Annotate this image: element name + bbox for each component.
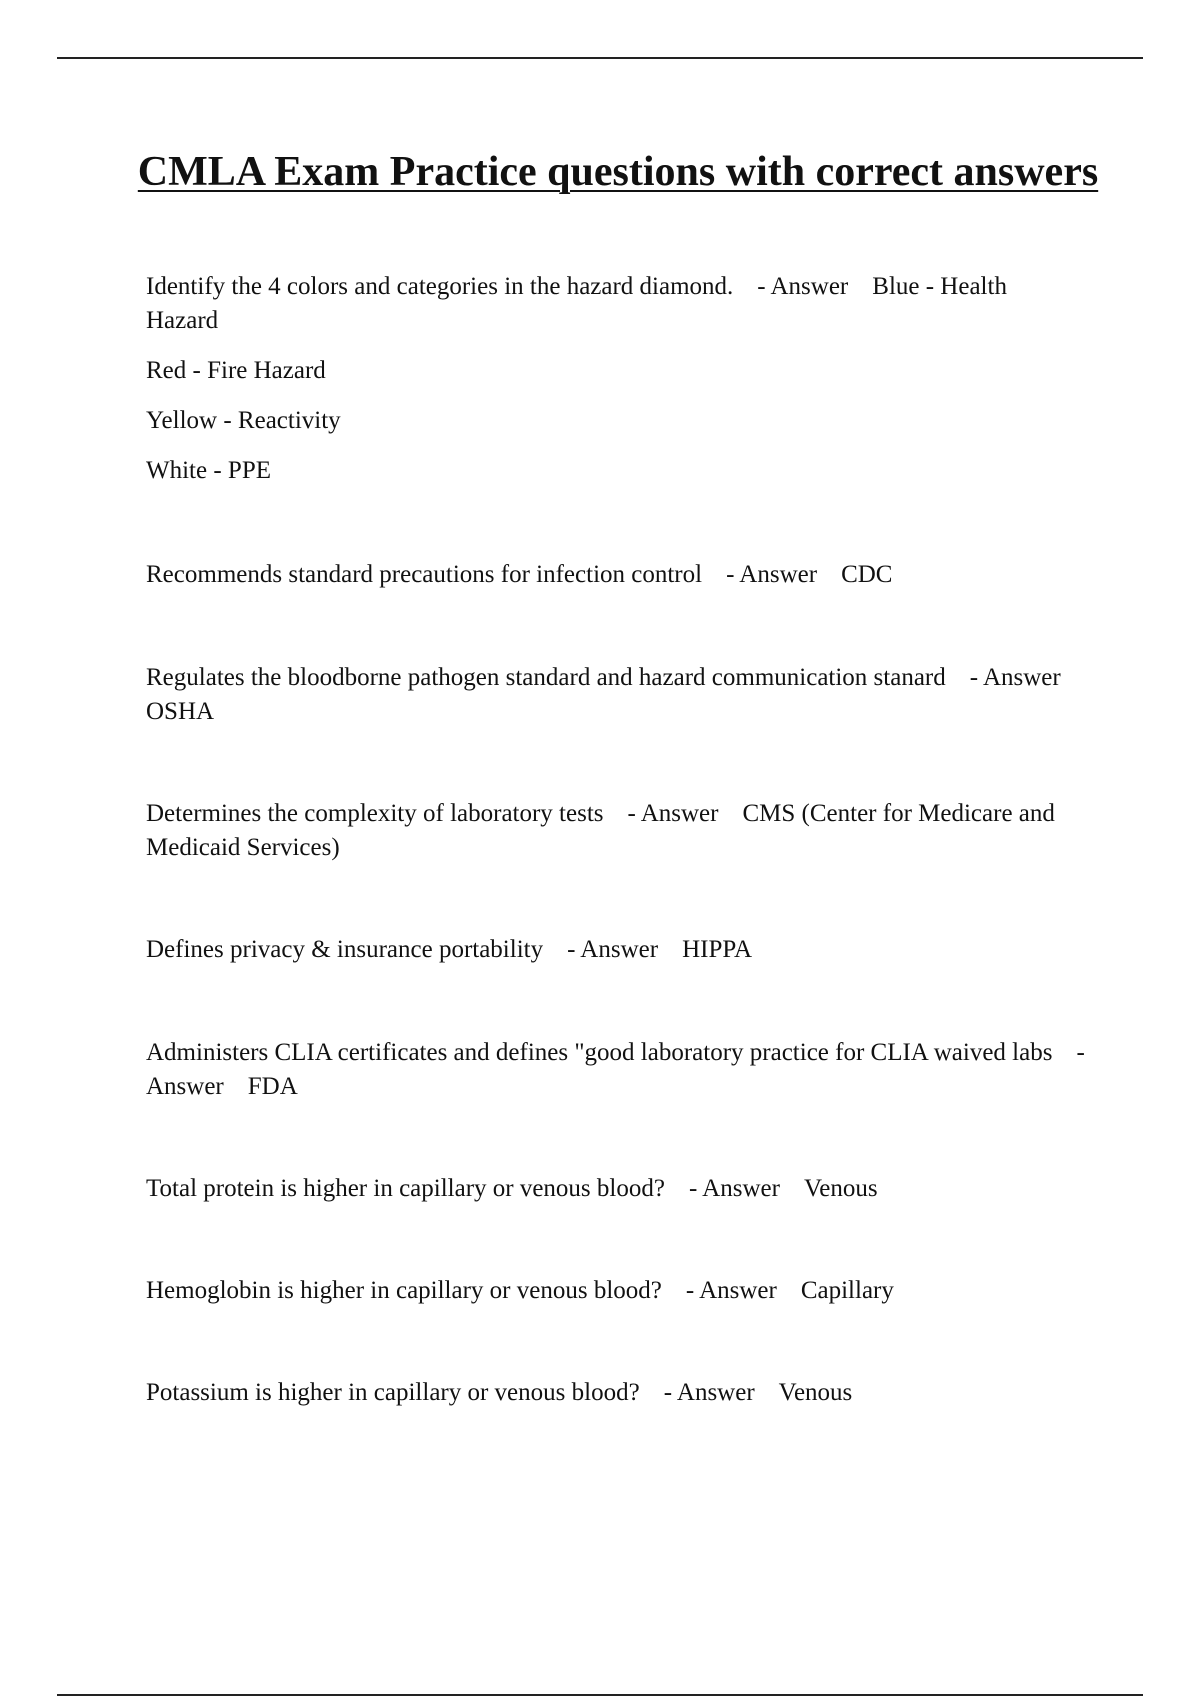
answer-text: CMS (Center for Medicare and Medicaid Services) [146,800,1055,861]
top-rule [57,57,1143,59]
qa-item [146,1274,1096,1308]
question-text: Total protein is higher in capillary or venous blood? [146,1175,665,1202]
qa-item [146,1172,1096,1206]
bottom-rule [57,1694,1143,1696]
qa-item [146,661,1096,729]
answer-text: CDC [841,561,893,588]
question-text: Regulates the bloodborne pathogen standard and hazard communication stanard [146,664,946,691]
qa-item [146,1036,1096,1104]
question-text: Administers CLIA certificates and defines "good laboratory practice for CLIA waived labs [146,1039,1053,1066]
document-title: CMLA Exam Practice questions with correct answers [137,149,1099,195]
answer-marker: - Answer [663,1379,755,1406]
qa-item [146,558,1096,592]
question-text: Identify the 4 colors and categories in the hazard diamond. [146,273,734,300]
answer-marker: - Answer [688,1175,780,1202]
answer-line: Red - Fire Hazard [146,357,326,384]
question-text: Determines the complexity of laboratory tests [146,800,604,827]
answer-marker: - Answer [567,936,659,963]
qa-list [146,270,1096,1410]
answer-text: FDA [247,1073,298,1100]
answer-line: Yellow - Reactivity [146,407,341,434]
answer-marker: - Answer [969,664,1061,691]
answer-marker: - Answer [685,1277,777,1304]
answer-text: HIPPA [682,936,753,963]
question-text: Defines privacy & insurance portability [146,936,544,963]
answer-text: Capillary [800,1277,894,1304]
qa-item [146,1376,1096,1410]
answer-marker: - Answer [726,561,818,588]
qa-item [146,270,1096,488]
answer-line: White - PPE [146,457,271,484]
answer-marker: - Answer [757,273,849,300]
answer-text: OSHA [146,698,215,725]
question-text: Potassium is higher in capillary or venous blood? [146,1379,640,1406]
qa-item [146,933,1096,967]
answer-marker: - Answer [627,800,719,827]
answer-text: Blue - Health Hazard [146,273,1007,334]
question-text: Recommends standard precautions for infection control [146,561,703,588]
answer-text: Venous [803,1175,878,1202]
answer-marker: - Answer [146,1039,1085,1100]
answer-text: Venous [778,1379,853,1406]
qa-item [146,797,1096,865]
question-text: Hemoglobin is higher in capillary or venous blood? [146,1277,662,1304]
